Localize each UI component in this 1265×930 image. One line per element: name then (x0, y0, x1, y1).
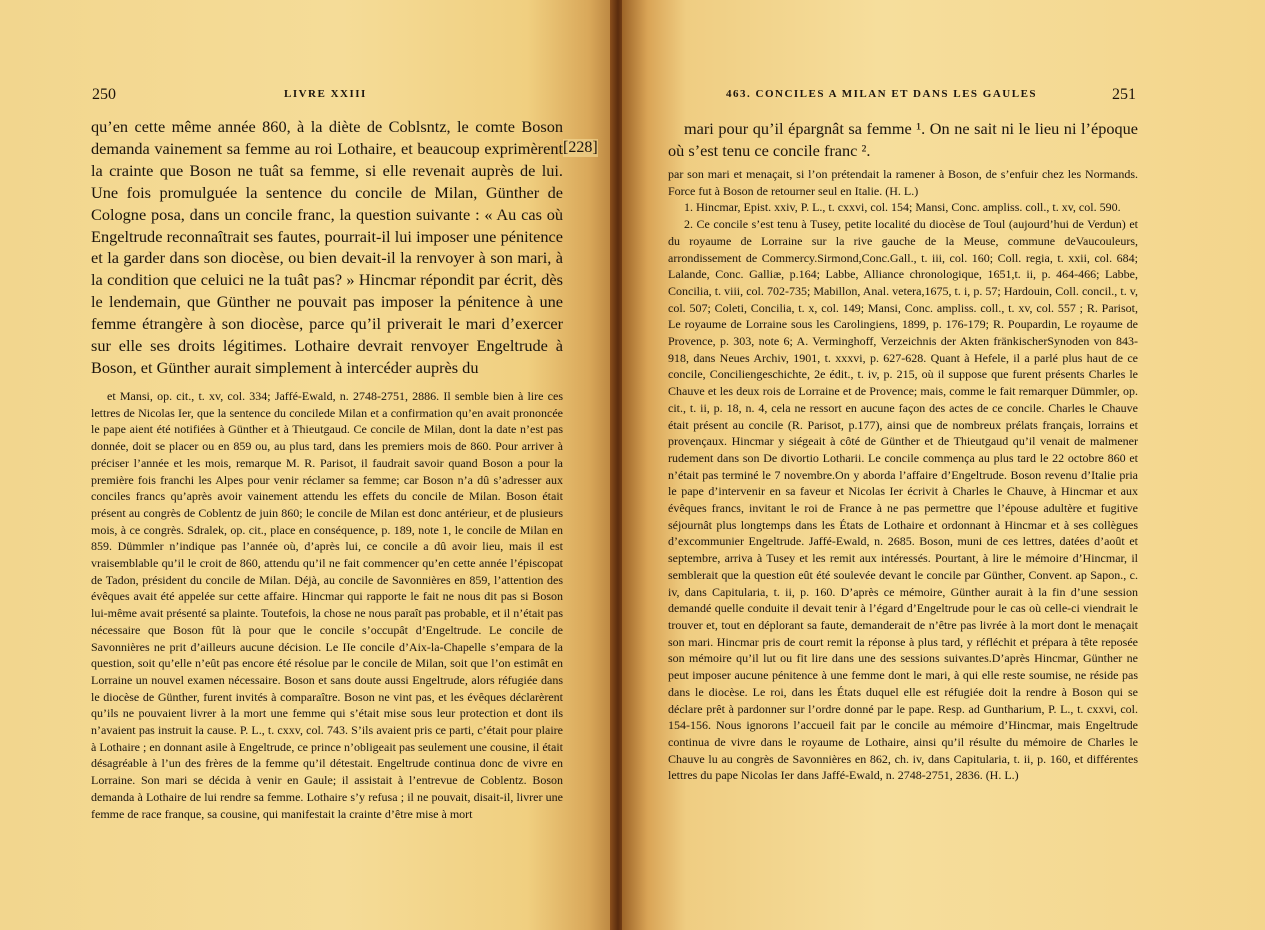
right-page-number: 251 (1112, 86, 1136, 103)
footnote-continuation: par son mari et menaçait, si l’on prétendait la ramener à Boson, de s’enfuir chez les Normands. Force fut à Boson de retourner seul en Italie. (H. L.) (668, 167, 1138, 198)
right-running-head: 463. CONCILES A MILAN ET DANS LES GAULES (726, 88, 1038, 100)
right-footnotes (668, 166, 1138, 784)
left-page (0, 0, 620, 930)
right-page (622, 0, 1265, 930)
left-footnote: et Mansi, op. cit., t. xv, col. 334; Jaffé-Ewald, n. 2748-2751, 2886. Il semble bien à lire ces lettres de Nicolas Ier, que la sentence du concilede Milan et a confirmation qu’en avait prononcée le pape aient été notifiées à Günther et à Thieutgaud. Ce concile de Milan, dont la date n’est pas donnée, doit se placer ou en 859 ou, au plus tard, dans les premiers mois de 860. Pour arriver à préciser l’année et les mois, remarque M. R. Parisot, il faudrait savoir quand Boson a pour la première fois franchi les Alpes pour venir réclamer sa femme; car Boson n’a dû s’adresser aux conciles francs qu’après avoir vainement attendu les effets du concile de Milan. Boson était présent au congrès de Coblentz de juin 860; le concile de Milan est donc antérieur, et de plusieurs mois, à ce congrès. Sdralek, op. cit., place en conséquence, p. 189, note 1, le concile de Milan en 859. Dümmler n’indique pas l’année où, d’après lui, ce concile a dû avoir lieu, mais il est vraisemblable qu’il le croit de 860, attendu qu’il ne fait commencer qu’en cette année l’épiscopat de Tadon, président du concile de Milan. Déjà, au concile de Savonnières en 859, l’attention des évêques avait été appelée sur cette affaire. Hincmar qui rapporte le fait ne nous dit pas si Boson lui-même avait présenté sa plainte. Toutefois, la chose ne nous paraît pas probable, et il n’était pas nécessaire que Boson fût là pour que le concile s’occupât d’Engeltrude. Le concile de Savonnières ne prit d’ailleurs aucune décision. Le IIe concile d’Aix-la-Chapelle s’empara de la question, soit qu’elle n’eût pas encore été résolue par le concile de Milan, soit que l’on estimât en Lorraine un nouvel examen nécessaire. Boson et sans doute aussi Engeltrude, alors réfugiée dans le diocèse de Günther, furent invités à comparaître. Boson ne vint pas, et les évêques déclarèrent qu’ils ne pouvaient livrer à la mort une femme qui s’était mise sous leur protection et dont ils n’avaient pas instruit la cause. P. L., t. cxxv, col. 743. S’ils avaient pris ce parti, c’était pour plaire à Lothaire ; en donnant asile à Engeltrude, ce prince n’obligeait pas seulement une cousine, il était désagréable à l’un des frères de la femme qu’il détestait. Engeltrude continua donc de vivre en Lorraine. Son mari se décida à venir en Gaule; il assistait à l’entrevue de Coblentz. Boson demanda à Lothaire de lui rendre sa femme. Lothaire s’y refusa ; il ne pouvait, disait-il, livrer une femme de race franque, sa cousine, qui manifestait la crainte d’être mise à mort (91, 389, 563, 821)
left-page-number: 250 (92, 86, 116, 103)
footnote-1: 1. Hincmar, Epist. xxiv, P. L., t. cxxvi, col. 154; Mansi, Conc. ampliss. coll., t. xv, col. 590. (684, 200, 1121, 215)
left-main-text: qu’en cette même année 860, à la diète de Coblsntz, le comte Boson demanda vainement sa femme au roi Lothaire, et beaucoup exprimèrent la crainte que Boson ne tuât sa femme, si elle revenait auprès de lui. Une fois promulguée la sentence du concile de Milan, Günther de Cologne posa, dans un concile franc, la question suivante : « Au cas où Engeltrude reconnaîtrait ses fautes, pourrait-il lui imposer une pénitence et la garder dans son diocèse, ou bien devait-il la renvoyer à son mari, à la condition que celuici ne la tuât pas? » Hincmar répondit par écrit, dès le lendemain, que Günther ne pouvait pas imposer la pénitence à une femme étrangère à son diocèse, parce qu’il priverait le mari d’exercer sur elle ses droits légitimes. Lothaire devrait renvoyer Engeltrude à Boson, et Günther aurait simplement à intercéder auprès du (91, 117, 563, 377)
footnote-2: 2. Ce concile s’est tenu à Tusey, petite localité du diocèse de Toul (aujourd’hui de Verdun) et du royaume de Lorraine sur la rive gauche de la Meuse, commune deVaucouleurs, arrondissement de Commercy.Sirmond,Conc.Gall., t. iii, col. 160; Coll. regia, t. xxii, col. 684; Lalande, Conc. Galliæ, p.164; Labbe, Alliance chronologique, 1651,t. ii, p. 464-466; Labbe, Concilia, t. viii, col. 702-735; Mabillon, Anal. vetera,1675, t. i, p. 57; Hardouin, Coll. concil., t. v, col. 507; Coleti, Concilia, t. x, col. 149; Mansi, Conc. ampliss. coll., t. xv, col. 557 ; R. Parisot, Le royaume de Lorraine sous les Carolingiens, 1899, p. 176-179; R. Poupardin, Le royaume de Provence, p. 303, note 6; A. Verminghoff, Verzeichnis der Akten fränkischerSynoden von 843-918, dans Neues Archiv, 1901, t. xxxvi, p. 627-628. Quant à Hefele, il a parlé plus haut de ce concile, Conciliengeschichte, 2e édit., t. iv, p. 215, où il suppose que furent présents Charles le Chauve et les deux rois de Lorraine et de Provence; mais, comme le fait remarquer Dümmler, op. cit., t. ii, p. 18, n. 4, cela ne ressort en aucune façon des actes de ce concile. Charles le Chauve était présent au concile (R. Parisot, p.177), ainsi que de nombreux prélats français, lorrains et provençaux. Hincmar y siégeait à côté de Günther et de Thieutgaud qu’il venait de malmener rudement dans son De divortio Lotharii. Le concile commença au plus tard le 22 octobre 860 et n’était pas terminé le 7 novembre.On y aborda l’affaire d’Engeltrude. Boson revenu d’Italie pria le pape d’intervenir en sa faveur et Nicolas Ier écrivit à Charles le Chauve, à Hincmar et aux évêques francs, invitant le roi de France à ne pas permettre que l’épouse adultère et fugitive séjournât plus longtemps dans les États de Lothaire et ordonnant à Hincmar et à ses collègues d’excommunier Engeltrude. Jaffé-Ewald, n. 2685. Boson, muni de ces lettres, datées d’août et septembre, arriva à Tusey et les remit aux intéressés. Pourtant, à lire le mémoire d’Hincmar, il semblerait que la question eût été soulevée devant le concile par Günther, Convent. ap Sapon., c. iv, dans Capitularia, t. ii, p. 160. D’après ce mémoire, Günther aurait à la fin d’une session demandé quelle conduite il devait tenir à l’égard d’Engeltrude pour le cas où celle-ci viendrait le trouver et, tout en déplorant sa faute, demanderait de n’être pas livrée à la mort dont le menaçait son mari. Hincmar pris de court remit la réponse à plus tard, y réfléchit et prépara à tête reposée son mémoire qu’il lut ou fit lire dans une des sessions suivantes.D’après Hincmar, Günther ne peut imposer aucune pénitence à une femme dont le mari, à qui elle reste soumise, ne réside pas dans le diocèse. Le roi, dans les États duquel elle est réfugiée doit la rendre à Boson qui se déclare prêt à pardonner sur l’ordre donné par le pape. Resp. ad Guntharium, P. L., t. cxxvi, col. 154-156. Nous ignorons l’accueil fait par le concile au mémoire d’Hincmar, mais Engeltrude continua de vivre dans le royaume de Lothaire, ainsi qu’il résulte du mémoire de Charles le Chauve lu au congrès de Savonnières en 862, ch. iv, dans Capitularia, t. ii, p. 160, et différentes lettres du pape Nicolas Ier dans Jaffé-Ewald, n. 2748-2751, 2836. (H. L.) (668, 217, 1138, 783)
page-marker: [228] (563, 139, 598, 156)
right-main-text: mari pour qu’il épargnât sa femme ¹. On ne sait ni le lieu ni l’époque où s’est tenu ce concile franc ². (668, 119, 1138, 160)
left-running-head: LIVRE XXIII (284, 88, 367, 100)
